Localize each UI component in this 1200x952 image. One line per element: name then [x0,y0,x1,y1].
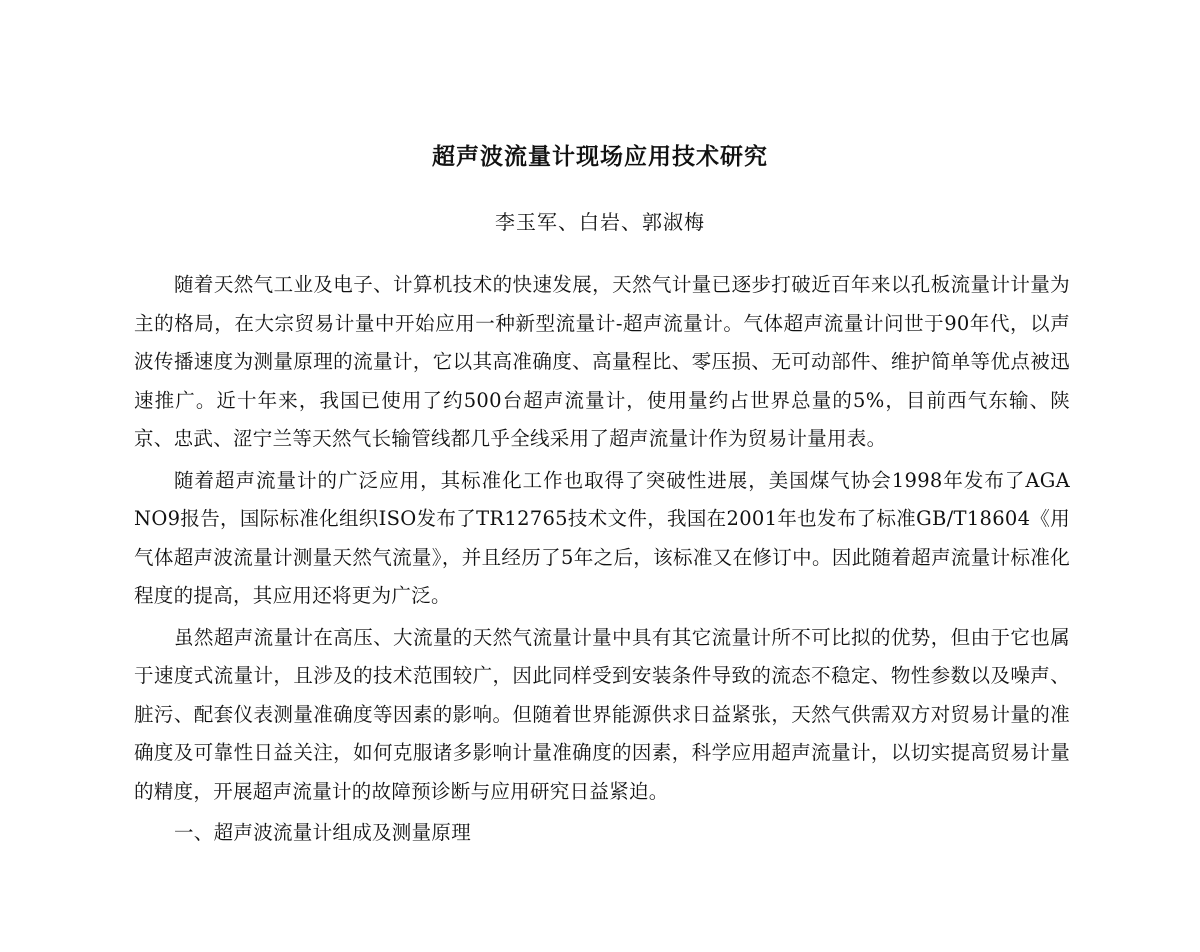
paragraph-standards: 随着超声流量计的广泛应用，其标准化工作也取得了突破性进展，美国煤气协会1998年发布了AGA NO9报告，国际标准化组织ISO发布了TR12765技术文件，我国在2001年也发布了标准GB/T18604《用气体超声波流量计测量天然气流量》，并且经历了5年之后，该标准又在修订中。因此随着超声流量计标准化程度的提高，其应用还将更为广泛。 [134,468,1070,607]
page-title: 超声波流量计现场应用技术研究 [432,143,768,170]
paragraph-challenges: 虽然超声流量计在高压、大流量的天然气流量计量中具有其它流量计所不可比拟的优势，但由于它也属于速度式流量计，且涉及的技术范围较广，因此同样受到安装条件导致的流态不稳定、物性参数以及噪声、脏污、配套仪表测量准确度等因素的影响。但随着世界能源供求日益紧张，天然气供需双方对贸易计量的准确度及可靠性日益关注，如何克服诸多影响计量准确度的因素，科学应用超声流量计，以切实提高贸易计量的精度，开展超声流量计的故障预诊断与应用研究日益紧迫。 [134,625,1070,803]
section-heading: 一、超声波流量计组成及测量原理 [174,821,472,844]
paragraph-intro: 随着天然气工业及电子、计算机技术的快速发展，天然气计量已逐步打破近百年来以孔板流量计计量为主的格局，在大宗贸易计量中开始应用一种新型流量计-超声流量计。气体超声流量计问世于90年代，以声波传播速度为测量原理的流量计，它以其高准确度、高量程比、零压损、无可动部件、维护简单等优点被迅速推广。近十年来，我国已使用了约500台超声流量计，使用量约占世界总量的5%，目前西气东输、陕京、忠武、涩宁兰等天然气长输管线都几乎全线采用了超声流量计作为贸易计量用表。 [134,273,1070,450]
body-text [134,266,1070,853]
author-list: 李玉军、白岩、郭淑梅 [495,210,705,234]
